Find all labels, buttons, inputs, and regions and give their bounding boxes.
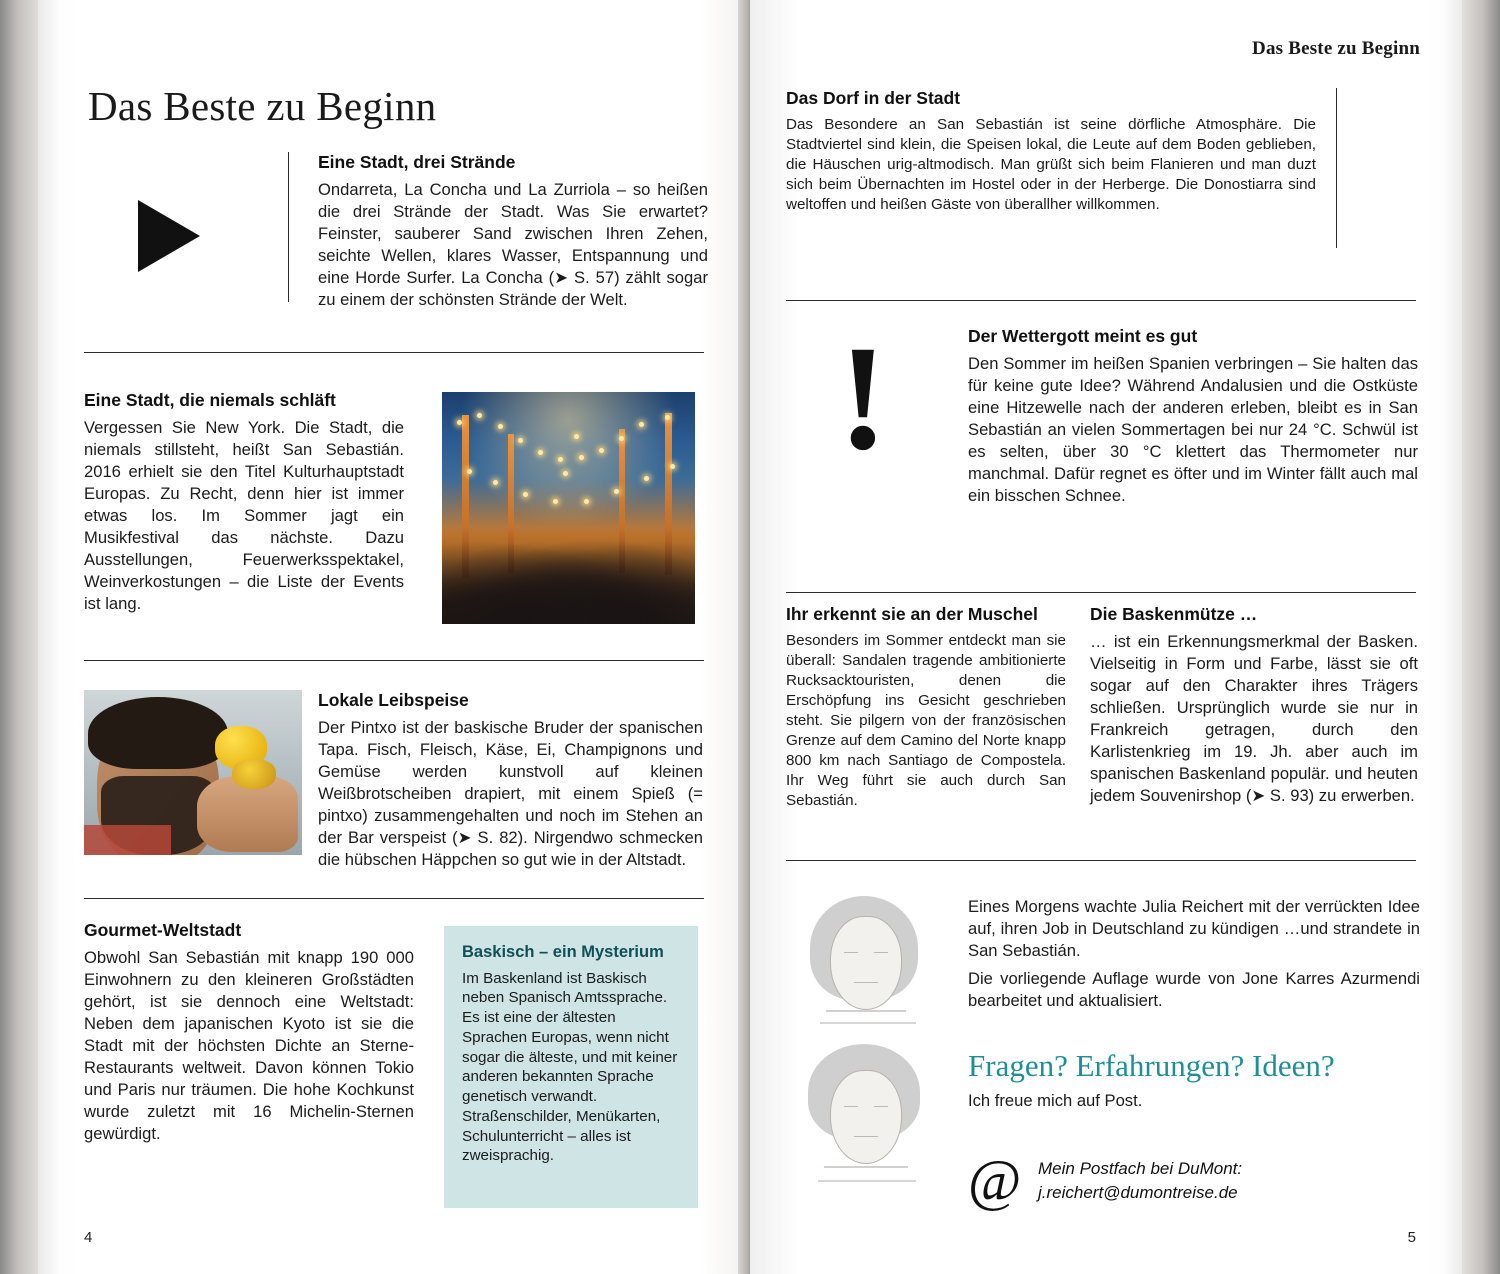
block-text: Vergessen Sie New York. Die Stadt, die niemals stillsteht, heißt San Sebastián. 2016 erhielt sie den Titel Kulturhauptstadt Europas. Zu Recht, denn hier ist immer etwas los. Im Sommer jagt ein Musikfestival das nächste. Dazu Ausstellungen, Feuerwerksspektakel, Weinverkostungen – die Liste der Events ist lang.: [84, 417, 404, 614]
book-edge-right: [1462, 0, 1500, 1274]
chef-holding-pintxo-photo: [84, 690, 302, 855]
at-sign-icon: @: [968, 1148, 1022, 1213]
block-text: … ist ein Erkennungsmerkmal der Basken. Vielseitig in Form und Farbe, lässt sie oft sogar auf den Charakter ihres Trägers schließen. Ursprünglich wurde sie nur in Frankreich getragen, durch den Karlistenkrieg im 19. Jh. aber auch im spanischen Baskenland populär. und heuten jedem Souvenirshop (➤ S. 93) zu erwerben.: [1090, 631, 1418, 806]
author-note: [968, 896, 1420, 1012]
page-right: [750, 0, 1462, 1274]
block-divider-vertical: [288, 152, 289, 302]
sidebar-box-text: Im Baskenland ist Baskisch neben Spanisch Amtssprache. Es ist eine der ältesten Sprachen Europas, wenn nicht sogar die älteste, und mit keiner anderen bekannten Sprache genetisch verwandt. Straßenschilder, Menükarten, Schulunterricht – alles ist zweisprachig.: [462, 969, 678, 1165]
block-text: Das Besondere an San Sebastián ist seine dörfliche Atmosphäre. Die Stadtviertel sind klein, die Speisen lokal, die Leute auf dem Boden geblieben, die Häuschen urig-altmodisch. Man grüßt sich beim Flanieren und man duzt sich beim Übernachten im Hostel oder in der Herberge. Die Donostiarra sind weltoffen und heißen Gäste von überallher willkommen.: [786, 115, 1316, 214]
book-edge-left: [0, 0, 40, 1274]
sidebar-box-basque-language: [444, 926, 698, 1208]
page-title: Das Beste zu Beginn: [88, 83, 437, 129]
section-divider: [84, 352, 704, 353]
block-city-never-sleeps: [84, 390, 404, 615]
block-heading: Der Wettergott meint es gut: [968, 326, 1198, 346]
block-weather: [968, 326, 1418, 507]
block-heading: Eine Stadt, drei Strände: [318, 152, 516, 172]
page-left: [38, 0, 750, 1274]
page-number-right: 5: [1407, 1229, 1416, 1246]
block-text: Obwohl San Sebastián mit knapp 190 000 Einwohnern zu den kleineren Großstädten gehört, ist sie dennoch eine Weltstadt: Neben dem japanischen Kyoto ist sie die Stadt mit der höchsten Dichte an Sterne-Restaurants weltweit. Davon können Tokio und Paris nur träumen. Die hohe Kochkunst wurde zuletzt mit 16 Michelin-Sternen gewürdigt.: [84, 947, 414, 1144]
cta-text: Ich freue mich auf Post.: [968, 1091, 1143, 1110]
cta-text-wrap: [968, 1090, 1388, 1112]
block-local-dish: [318, 690, 703, 871]
block-heading: Gourmet-Weltstadt: [84, 920, 242, 940]
block-text: Den Sommer im heißen Spanien verbringen – Sie halten das für keine gute Idee? Während Andalusien und die Ostküste eine Hitzewelle nach der anderen erleben, bleibt es in San Sebastián an vielen Sommertagen bei nur 24 °C. Schwül ist es selten, über 30 °C klettert das Thermometer nur manchmal. Dafür regnet es öfter und im Winter fällt auch mal ein bisschen Schnee.: [968, 353, 1418, 506]
block-text: Besonders im Sommer entdeckt man sie überall: Sandalen tragende ambitionierte Rucksacktouristen, denen die Erschöpfung ins Gesicht geschrieben steht. Sie pilgern von der französischen Grenze auf dem Camino del Norte knapp 800 km nach Santiago de Compostela. Ihr Weg führt sie auch durch San Sebastián.: [786, 631, 1066, 810]
running-head: Das Beste zu Beginn: [1252, 38, 1420, 59]
portrait-sketch-julia-reichert: [796, 890, 936, 1040]
block-heading: Lokale Leibspeise: [318, 690, 469, 710]
block-three-beaches: [318, 152, 708, 311]
block-heading: Ihr erkennt sie an der Muschel: [786, 604, 1038, 624]
block-divider-vertical: [1336, 88, 1337, 248]
night-bridge-festival-lights-photo: [442, 392, 695, 624]
exclamation-mark-icon: !: [838, 315, 888, 481]
contact-line-2[interactable]: j.reichert@dumontreise.de: [1038, 1183, 1238, 1202]
portrait-sketch-jone-karres-azurmendi: [796, 1040, 936, 1198]
sidebar-box-heading: Baskisch – ein Mysterium: [462, 943, 664, 961]
block-heading: Die Baskenmütze …: [1090, 604, 1258, 624]
author-note-paragraph-1: Eines Morgens wachte Julia Reichert mit der verrückten Idee auf, ihren Job in Deutschland zu kündigen …und strandete in San Sebastián.: [968, 897, 1420, 961]
block-gourmet-city: [84, 920, 414, 1145]
block-shell-pilgrims: [786, 604, 1066, 811]
section-divider: [786, 592, 1416, 593]
section-divider: [786, 300, 1416, 301]
author-note-paragraph-2: Die vorliegende Auflage wurde von Jone Karres Azurmendi bearbeitet und aktualisiert.: [968, 969, 1420, 1011]
cta-heading: Fragen? Erfahrungen? Ideen?: [968, 1048, 1335, 1083]
contact-line-1: Mein Postfach bei DuMont:: [1038, 1159, 1243, 1178]
block-basque-beret: [1090, 604, 1418, 807]
section-divider: [84, 898, 704, 899]
block-text: Der Pintxo ist der baskische Bruder der spanischen Tapa. Fisch, Fleisch, Käse, Ei, Champignons und Gemüse werden kunstvoll auf kleinen Weißbrotscheiben drapiert, mit einem Spieß (= pintxo) zusammengehalten und noch im Stehen an der Bar verspeist (➤ S. 82). Nirgendwo schmecken die hübschen Häppchen so gut wie in der Altstadt.: [318, 717, 703, 870]
section-divider: [84, 660, 704, 661]
block-heading: Das Dorf in der Stadt: [786, 88, 961, 108]
page-number-left: 4: [84, 1229, 93, 1246]
block-text: Ondarreta, La Concha und La Zurriola – so heißen die drei Strände der Stadt. Was Sie erwartet? Feinster, sauberer Sand zwischen Ihren Zehen, seichte Wellen, klares Wasser, Entspannung und eine Horde Surfer. La Concha (➤ S. 57) zählt sogar zu einem der schönsten Strände der Welt.: [318, 179, 708, 310]
triangle-play-icon: [138, 200, 200, 272]
block-heading: Eine Stadt, die niemals schläft: [84, 390, 336, 410]
section-divider: [786, 860, 1416, 861]
block-village-in-city: [786, 88, 1316, 215]
